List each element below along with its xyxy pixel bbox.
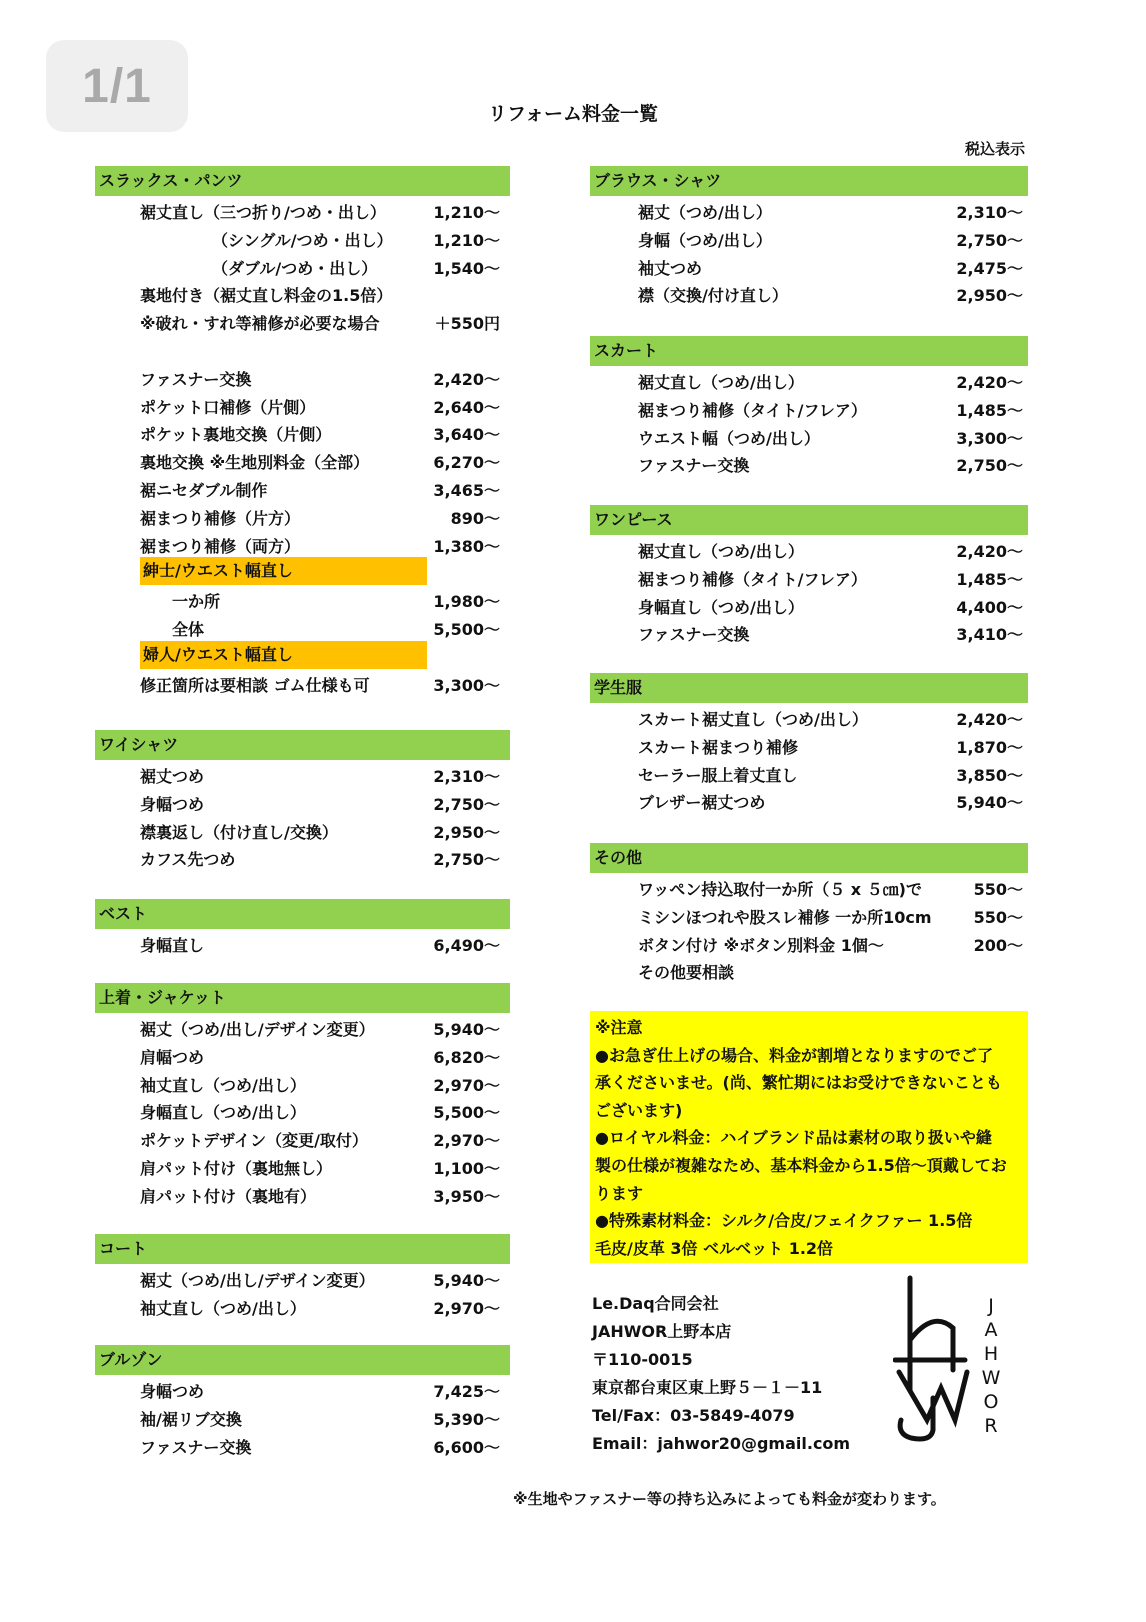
price-item-value: 2,420～ [956, 542, 1023, 561]
price-item-value: 2,420～ [956, 373, 1023, 392]
price-item-value: 2,950～ [433, 822, 500, 842]
price-item-value: ＋550円 [434, 314, 500, 334]
price-item-value: 2,640～ [433, 397, 500, 417]
notice-line: 承くださいませ。(尚、繁忙期にはお受けできないことも [595, 1073, 1002, 1093]
price-item-value: 1,210～ [433, 230, 500, 250]
notice-line: ●ロイヤル料金：ハイブランド品は素材の取り扱いや縫 [595, 1128, 992, 1148]
price-item-label: カフス先つめ [140, 850, 236, 870]
notice-line: ※注意 [595, 1018, 643, 1037]
price-item-label: 裾丈直し（三つ折り/つめ・出し） [140, 203, 386, 222]
section-header-blouse: ブラウス・シャツ [590, 166, 1028, 196]
notice-line: ●特殊素材料金：シルク/合皮/フェイクファー 1.5倍 [595, 1211, 973, 1231]
price-item-value: 550～ [973, 907, 1023, 927]
postal-code: 〒110-0015 [592, 1350, 693, 1369]
price-item-label: スカート裾丈直し（つめ/出し） [638, 710, 868, 729]
price-item-label: 裏地交換 ※生地別料金（全部） [140, 453, 370, 473]
price-item-value: 3,300～ [433, 675, 500, 695]
price-item-label: 袖/裾リブ交換 [140, 1409, 242, 1429]
notice-line: ●お急ぎ仕上げの場合、料金が割増となりますのでご了 [595, 1045, 993, 1065]
price-item-label: 一か所 [172, 592, 221, 612]
tax-note: 税込表示 [964, 140, 1025, 158]
price-item-value: 2,420～ [433, 369, 500, 389]
price-item-value: 5,500～ [433, 620, 500, 639]
price-item-value: 550～ [973, 880, 1023, 899]
section-header-vest: ベスト [95, 899, 510, 929]
price-item-label: 身幅直し（つめ/出し） [638, 597, 804, 617]
section-header-jacket: 上着・ジャケット [95, 983, 510, 1013]
price-item-value: 2,750～ [956, 230, 1023, 250]
price-item-label: 襟裏返し（付け直し/交換） [140, 822, 338, 842]
price-item-value: 1,540～ [433, 258, 500, 278]
price-item-value: 5,940～ [433, 1020, 500, 1039]
price-item-label: その他要相談 [638, 963, 735, 983]
notice-box [590, 1011, 1028, 1263]
price-item-value: 2,475～ [956, 258, 1023, 278]
price-item-label: 裾丈直し（つめ/出し） [638, 373, 804, 392]
price-item-value: 3,950～ [433, 1186, 500, 1206]
section-header-blouson: ブルゾン [95, 1345, 510, 1375]
price-item-label: 裾まつり補修（タイト/フレア） [638, 400, 867, 420]
price-item-label: ファスナー交換 [140, 1437, 252, 1457]
logo-letter: O [983, 1391, 999, 1413]
price-item-label: ファスナー交換 [638, 456, 750, 476]
section-header-slacks: スラックス・パンツ [95, 166, 510, 196]
price-item-value: 2,310～ [433, 767, 500, 786]
price-item-label: 修正箇所は要相談 ゴム仕様も可 [140, 675, 370, 695]
price-item-value: 2,420～ [956, 710, 1023, 729]
price-item-value: 1,485～ [956, 400, 1023, 420]
price-item-value: 4,400～ [956, 597, 1023, 617]
price-item-label: 裾まつり補修（両方） [140, 536, 301, 556]
section-header-uniform: 学生服 [590, 673, 1028, 703]
price-item-label: ポケットデザイン（変更/取付） [140, 1131, 368, 1151]
price-item-label: 裾丈（つめ/出し/デザイン変更） [140, 1271, 375, 1290]
store-name: JAHWOR上野本店 [592, 1322, 732, 1341]
notice-line: 毛皮/皮革 3倍 ベルベット 1.2倍 [595, 1238, 834, 1258]
price-item-label: ファスナー交換 [638, 625, 750, 645]
subsection-header: 婦人/ウエスト幅直し [140, 641, 427, 669]
price-item-label: （シングル/つめ・出し） [212, 230, 393, 250]
price-item-value: 1,870～ [956, 737, 1023, 757]
price-item-label: 身幅直し（つめ/出し） [140, 1103, 306, 1123]
price-item-label: 身幅直し [140, 936, 205, 955]
price-item-value: 1,485～ [956, 569, 1023, 589]
footer-note: ※生地やファスナー等の持ち込みによっても料金が変わります。 [513, 1490, 946, 1508]
address: 東京都台東区東上野５－１－11 [592, 1378, 823, 1397]
price-item-label: 裾丈つめ [140, 767, 205, 786]
price-item-label: ポケット口補修（片側） [140, 397, 316, 417]
price-item-value: 2,970～ [433, 1075, 500, 1095]
price-item-label: 裾まつり補修（タイト/フレア） [638, 569, 867, 589]
price-item-value: 2,950～ [956, 286, 1023, 306]
price-item-label: 肩パット付け（裏地有） [140, 1186, 317, 1206]
price-item-label: 裾丈直し（つめ/出し） [638, 542, 804, 561]
logo-letter: J [988, 1295, 994, 1317]
price-item-value: 5,940～ [956, 793, 1023, 813]
price-item-label: ウエスト幅（つめ/出し） [638, 428, 820, 448]
page-indicator-text: 1/1 [82, 59, 152, 113]
section-header-onepiece: ワンピース [590, 505, 1028, 535]
logo-letter: W [981, 1367, 1001, 1389]
price-item-label: 袖丈直し（つめ/出し） [140, 1298, 306, 1318]
price-item-value: 1,100～ [433, 1159, 500, 1178]
price-item-value: 2,750～ [433, 850, 500, 870]
price-item-value: 2,750～ [433, 794, 500, 814]
price-item-value: 5,390～ [433, 1409, 500, 1429]
price-item-value: 3,300～ [956, 428, 1023, 448]
price-item-value: 2,970～ [433, 1131, 500, 1151]
price-item-label: 裾ニセダブル制作 [140, 481, 268, 500]
notice-line: 製の仕様が複雑なため、基本料金から1.5倍～頂戴してお [595, 1155, 1007, 1175]
jahwor-logo-icon [893, 1270, 1003, 1445]
price-item-value: 6,270～ [433, 453, 500, 473]
price-item-label: 袖丈つめ [638, 258, 703, 278]
price-item-label: 身幅（つめ/出し） [638, 230, 772, 250]
price-item-value: 890～ [450, 508, 500, 528]
price-item-label: 裾まつり補修（片方） [140, 508, 301, 528]
price-item-label: 襟（交換/付け直し） [638, 286, 788, 306]
subsection-header: 紳士/ウエスト幅直し [140, 557, 427, 585]
section-header-wshirt: ワイシャツ [95, 730, 510, 760]
price-item-value: 5,940～ [433, 1271, 500, 1290]
price-item-label: ※破れ・すれ等補修が必要な場合 [140, 314, 380, 334]
section-header-other: その他 [590, 843, 1028, 873]
price-item-label: （ダブル/つめ・出し） [212, 258, 378, 278]
price-item-value: 7,425～ [433, 1382, 500, 1401]
price-item-value: 3,465～ [433, 481, 500, 500]
price-item-label: セーラー服上着丈直し [638, 765, 798, 785]
section-header-skirt: スカート [590, 336, 1028, 366]
section-header-coat: コート [95, 1234, 510, 1264]
price-item-value: 1,380～ [433, 536, 500, 556]
price-item-value: 1,210～ [433, 203, 500, 222]
price-item-value: 6,600～ [433, 1437, 500, 1457]
price-item-value: 3,850～ [956, 765, 1023, 785]
notice-line: ございます) [595, 1100, 683, 1120]
notice-line: ります [595, 1183, 644, 1203]
price-item-value: 6,820～ [433, 1047, 500, 1067]
price-item-label: スカート裾まつり補修 [638, 737, 799, 757]
price-item-label: 身幅つめ [140, 794, 205, 814]
price-item-label: 裏地付き（裾丈直し料金の1.5倍） [140, 286, 393, 306]
logo-letter: A [984, 1319, 998, 1341]
phone: Tel/Fax：03-5849-4079 [592, 1406, 795, 1425]
company-name: Le.Daq合同会社 [592, 1294, 719, 1313]
price-item-label: ボタン付け ※ボタン別料金 1個～ [638, 935, 884, 955]
price-item-value: 5,500～ [433, 1103, 500, 1123]
price-item-label: 裾丈（つめ/出し/デザイン変更） [140, 1020, 375, 1039]
price-item-value: 3,640～ [433, 425, 500, 445]
price-item-value: 200～ [973, 935, 1023, 955]
price-item-value: 1,980～ [433, 592, 500, 612]
price-item-label: ミシンほつれや股スレ補修 一か所10cm [638, 907, 932, 927]
price-item-label: ブレザー裾丈つめ [638, 793, 766, 813]
price-item-label: ポケット裏地交換（片側） [140, 425, 332, 445]
price-item-label: 全体 [172, 620, 205, 639]
price-item-label: ファスナー交換 [140, 369, 252, 389]
price-item-label: 身幅つめ [140, 1382, 205, 1401]
price-item-value: 2,310～ [956, 203, 1023, 222]
price-item-label: 裾丈（つめ/出し） [638, 203, 772, 222]
price-item-value: 6,490～ [433, 936, 500, 955]
price-item-label: 肩幅つめ [140, 1047, 205, 1067]
price-item-label: ワッペン持込取付一か所（５ x ５㎝)で [638, 880, 922, 899]
company-info [592, 1290, 850, 1458]
price-item-value: 2,970～ [433, 1298, 500, 1318]
email[interactable]: Email：jahwor20@gmail.com [592, 1434, 851, 1453]
logo-letter: R [984, 1415, 998, 1437]
jahwor-logo [893, 1270, 1003, 1445]
price-item-label: 肩パット付け（裏地無し） [140, 1159, 333, 1178]
document-title: リフォーム料金一覧 [487, 103, 659, 125]
price-item-label: 袖丈直し（つめ/出し） [140, 1075, 306, 1095]
price-item-value: 2,750～ [956, 456, 1023, 476]
logo-letter: H [983, 1343, 999, 1365]
price-item-value: 3,410～ [956, 625, 1023, 645]
